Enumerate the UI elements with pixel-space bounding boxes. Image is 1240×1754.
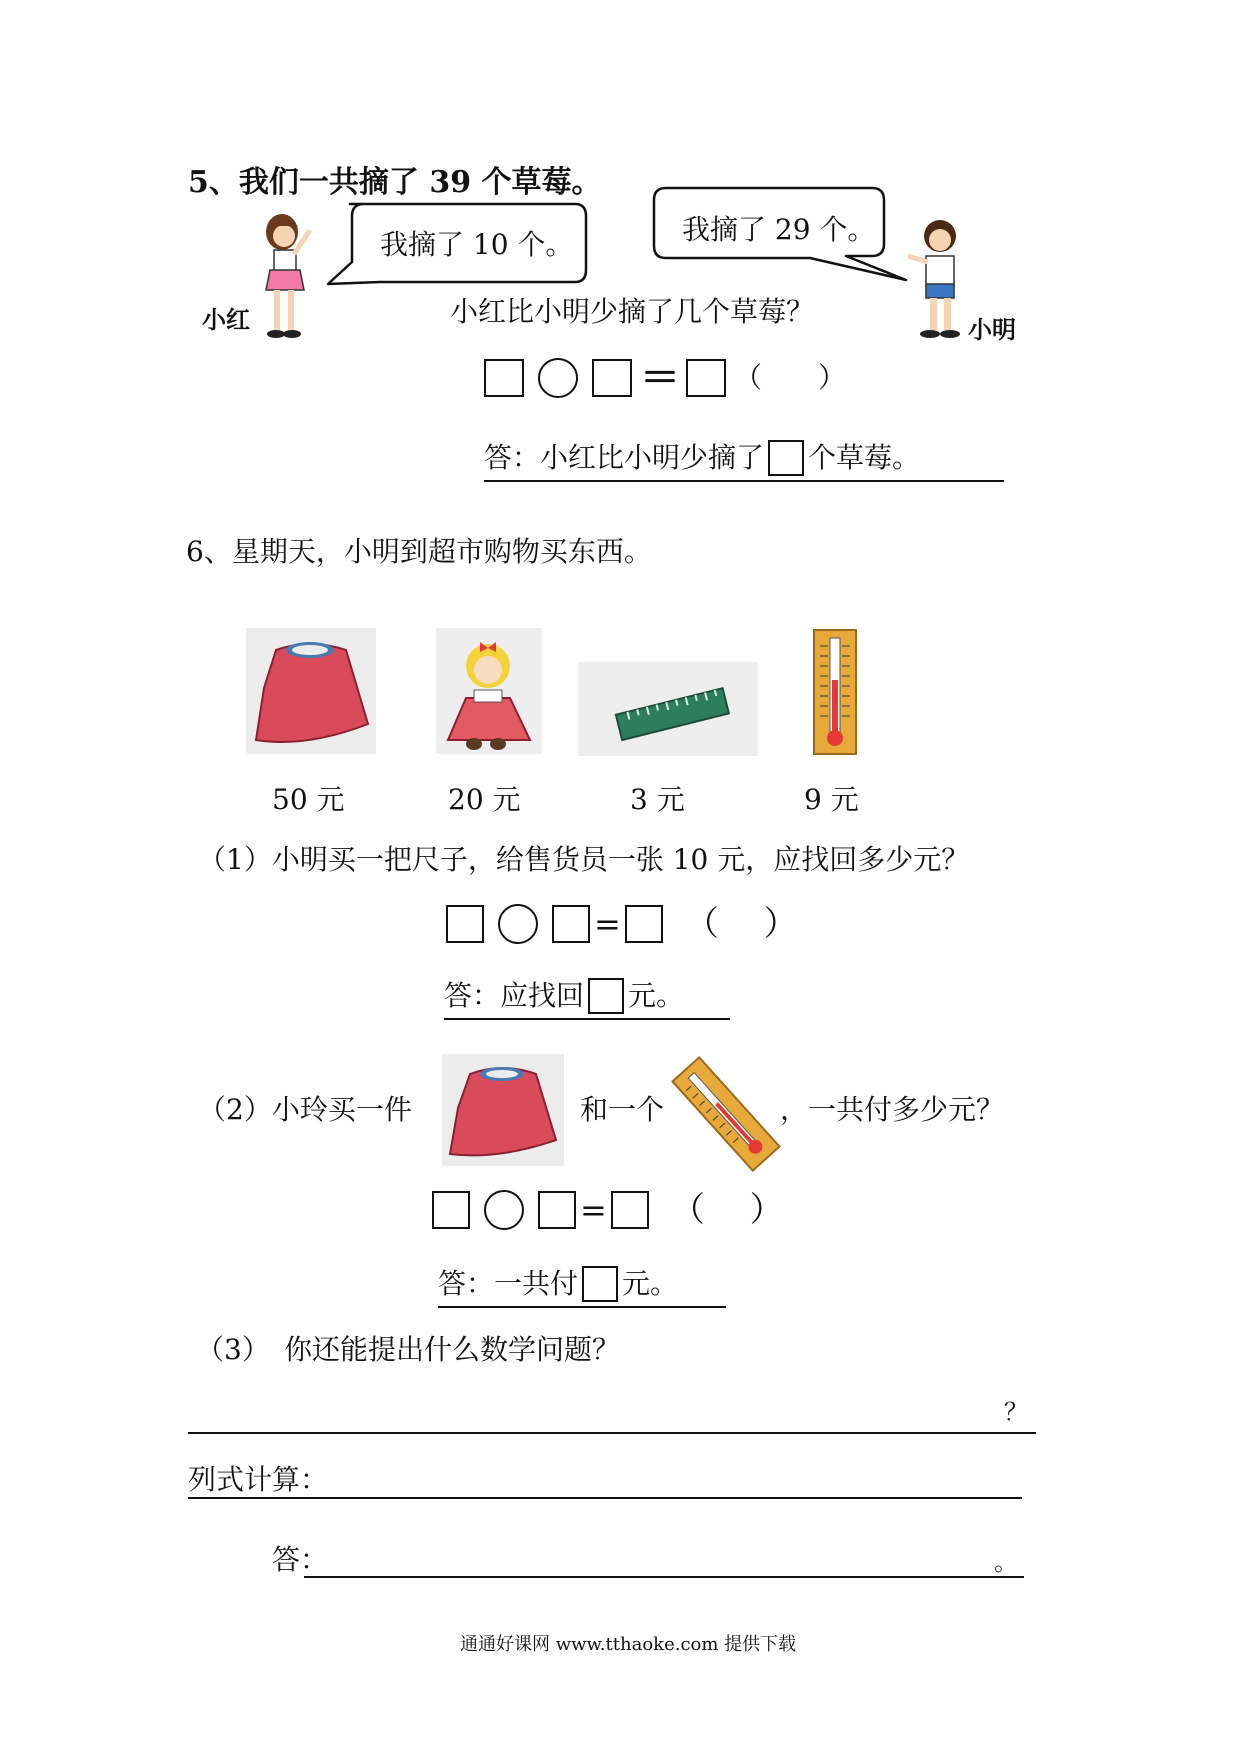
q6-p2-blank-2[interactable] [538, 1191, 576, 1229]
q5-operator-circle[interactable] [538, 358, 578, 398]
price-ruler: 3 元 [630, 783, 685, 816]
q6-p3-calc-label: 列式计算： [188, 1463, 329, 1496]
q6-p1-blank-result[interactable] [625, 905, 663, 943]
boy-name: 小明 [968, 315, 1016, 344]
q6-p3-answer-line[interactable] [304, 1576, 1024, 1578]
q5-blank-2[interactable] [592, 359, 632, 397]
q6-p2-answer-blank[interactable] [582, 1266, 618, 1302]
shirt-inline-image [442, 1054, 564, 1166]
q5-question: 小红比小明少摘了几个草莓？ [450, 295, 815, 328]
q6-p2-blank-result[interactable] [611, 1191, 649, 1229]
thermometer-inline-image [664, 1054, 788, 1174]
q5-title: 5、我们一共摘了 39 个草莓。 [188, 165, 602, 200]
q6-p2-unit-paren: （ ） [670, 1190, 784, 1230]
q6-p1-equation [446, 904, 798, 944]
shirt-image [246, 628, 376, 754]
girl-name: 小红 [202, 305, 250, 334]
q6-p3-answer-end: 。 [994, 1548, 1018, 1576]
q6-p1-operator-circle[interactable] [498, 904, 538, 944]
price-doll: 20 元 [448, 783, 521, 816]
q6-p2-question-part1: （2）小玲买一件 [198, 1093, 412, 1126]
q6-p1-answer-line [444, 978, 730, 1020]
q6-p2-operator-circle[interactable] [484, 1190, 524, 1230]
thermometer-image [812, 628, 858, 756]
q6-p1-blank-2[interactable] [552, 905, 590, 943]
q6-p1-answer-blank[interactable] [588, 978, 624, 1014]
q6-p2-equation [432, 1190, 784, 1230]
q6-p2-answer-suffix: 元。 [622, 1267, 679, 1300]
ruler-image [578, 662, 758, 756]
q5-blank-result[interactable] [686, 359, 726, 397]
boy-illustration [900, 212, 970, 344]
q6-p3-label: （3） [196, 1333, 270, 1366]
q6-p1-answer-suffix: 元。 [628, 979, 685, 1012]
price-thermometer: 9 元 [804, 783, 859, 816]
q5-answer-line [484, 440, 1004, 482]
q6-p1-blank-1[interactable] [446, 905, 484, 943]
doll-image [436, 628, 542, 754]
footer-credit: 通通好课网 www.tthaoke.com 提供下载 [460, 1634, 797, 1655]
q6-p3-question-mark: ？ [1004, 1398, 1028, 1426]
q6-p1-unit-paren: （ ） [684, 904, 798, 944]
q6-p3-question: 你还能提出什么数学问题？ [284, 1333, 621, 1366]
girl-bubble-text: 我摘了 10 个。 [380, 228, 574, 261]
q6-p3-answer-label: 答： [272, 1543, 329, 1576]
q5-equation [484, 354, 847, 401]
q6-p2-equals: = [580, 1191, 607, 1229]
q6-p3-calc-line[interactable] [188, 1497, 1022, 1499]
price-shirt: 50 元 [272, 783, 345, 816]
q6-p2-question-part3: ，一共付多少元？ [780, 1093, 1005, 1126]
q6-p2-question-part2: 和一个 [580, 1093, 665, 1126]
q6-p1-answer-prefix: 答：应找回 [444, 979, 585, 1012]
q6-p1-question: （1）小明买一把尺子，给售货员一张 10 元，应找回多少元？ [198, 843, 970, 876]
boy-bubble-text: 我摘了 29 个。 [682, 213, 876, 246]
q6-p2-answer-line [438, 1266, 726, 1308]
q6-p3-question-line[interactable] [188, 1432, 1036, 1434]
q5-answer-prefix: 答：小红比小明少摘了 [484, 441, 765, 474]
q6-title: 6、星期天，小明到超市购物买东西。 [186, 535, 652, 568]
q6-p2-answer-prefix: 答：一共付 [438, 1267, 579, 1300]
q6-p1-equals: = [594, 905, 621, 943]
q5-answer-blank[interactable] [768, 440, 804, 476]
girl-illustration [250, 210, 320, 350]
q5-answer-suffix: 个草莓。 [808, 441, 921, 474]
q6-p2-blank-1[interactable] [432, 1191, 470, 1229]
q5-unit-paren: （ ） [734, 361, 847, 394]
q5-blank-1[interactable] [484, 359, 524, 397]
q5-equals: ＝ [640, 354, 680, 401]
